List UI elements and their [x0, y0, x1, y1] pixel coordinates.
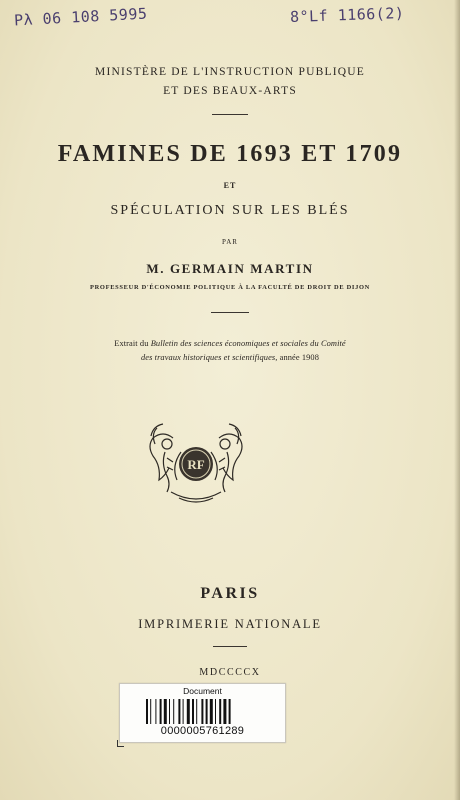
handwritten-shelfmark-right: 8°Lf 1166(2) — [289, 4, 405, 26]
author-name: M. GERMAIN MARTIN — [146, 261, 314, 276]
ministry-line-1: MINISTÈRE DE L'INSTRUCTION PUBLIQUE — [95, 66, 365, 78]
handwritten-shelfmark-left: Pλ 06 108 5995 — [13, 4, 148, 30]
extract-year: , année 1908 — [275, 353, 320, 362]
extract-line-2 — [0, 351, 460, 365]
library-barcode-label — [119, 683, 286, 743]
extract-journal: Bulletin des sciences économiques et sociales du Comité — [150, 339, 346, 348]
barcode-number: 0000005761289 — [160, 725, 245, 737]
title-conjunction: ET — [223, 181, 237, 190]
publication-city: PARIS — [200, 585, 260, 602]
author-role: PROFESSEUR D'ÉCONOMIE POLITIQUE À LA FACULTÉ DE DROIT DE DIJON — [90, 284, 370, 291]
republic-emblem — [143, 418, 249, 510]
extract-prefix: Extrait du — [114, 339, 151, 348]
crop-mark — [117, 740, 124, 747]
extract-committee: des travaux historiques et scientifiques — [140, 353, 276, 362]
divider-rule-3 — [213, 646, 247, 647]
book-title: FAMINES DE 1693 ET 1709 — [57, 141, 403, 167]
barcode-icon — [146, 699, 261, 724]
by-label: PAR — [222, 238, 238, 246]
extract-line-1 — [0, 337, 460, 351]
ministry-line-2: ET DES BEAUX-ARTS — [163, 85, 297, 97]
label-title: Document — [183, 686, 222, 696]
extract-note — [0, 337, 460, 365]
publication-year: MDCCCCX — [199, 667, 261, 678]
printer-name: IMPRIMERIE NATIONALE — [138, 617, 322, 631]
emblem-monogram: RF — [187, 457, 205, 472]
divider-rule-1 — [212, 114, 248, 115]
ministry-heading — [0, 63, 460, 101]
divider-rule-2 — [211, 312, 249, 313]
book-subtitle: SPÉCULATION SUR LES BLÉS — [110, 203, 350, 218]
page-edge-shadow — [454, 0, 460, 800]
